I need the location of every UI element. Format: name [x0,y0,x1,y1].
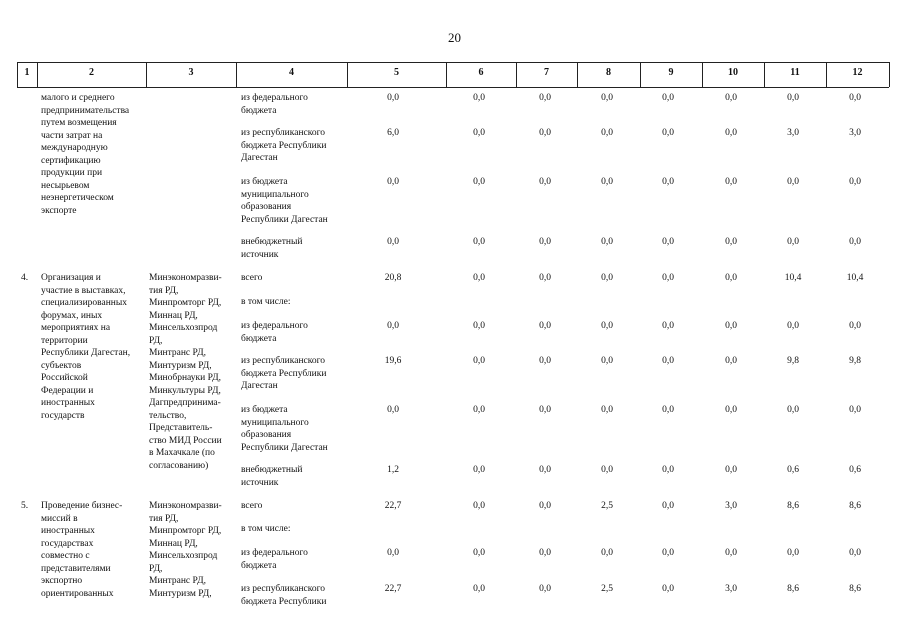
value-cell-col-6: 0,0 [473,356,485,366]
header-column-7: 7 [544,67,549,78]
value-cell-col-10: 0,0 [725,177,737,187]
value-cell-col-7: 0,0 [539,465,551,475]
funding-source-label: всего [241,273,263,283]
value-cell-col-5: 0,0 [387,405,399,415]
value-cell-col-5: 22,7 [384,501,402,511]
value-cell-col-6: 0,0 [473,237,485,247]
value-cell-col-9: 0,0 [662,501,674,511]
value-cell-col-10: 0,0 [725,465,737,475]
value-cell-col-7: 0,0 [539,273,551,283]
value-cell-col-10: 0,0 [725,405,737,415]
value-cell-col-9: 0,0 [662,356,674,366]
page-number: 20 [448,30,461,45]
header-column-11: 11 [790,67,800,78]
funding-source-label: внебюджетный источник [241,465,303,488]
value-cell-col-5: 22,7 [384,584,402,594]
funding-source-label: из республиканского бюджета Республики Дагестан [241,356,327,391]
measure-description: Организация и участие в выставках, специализированных форумах, иных мероприятиях на территории Республики Дагестан, субъектов Российской Федерации и иностранных государств [41,273,131,421]
funding-source-label: в том числе: [241,524,291,534]
value-cell-col-6: 0,0 [473,465,485,475]
value-cell-col-7: 0,0 [539,177,551,187]
funding-source-label: из федерального бюджета [241,93,308,116]
value-cell-col-8: 0,0 [601,273,613,283]
value-cell-col-12: 10,4 [846,273,864,283]
value-cell-col-9: 0,0 [662,548,674,558]
funding-source-label: в том числе: [241,297,291,307]
value-cell-col-6: 0,0 [473,177,485,187]
value-cell-col-8: 0,0 [601,356,613,366]
value-cell-col-6: 0,0 [473,273,485,283]
value-cell-col-12: 8,6 [849,501,861,511]
value-cell-col-11: 0,0 [787,321,799,331]
value-cell-col-11: 0,0 [787,177,799,187]
value-cell-col-8: 0,0 [601,405,613,415]
value-cell-col-10: 0,0 [725,128,737,138]
value-cell-col-11: 8,6 [787,584,799,594]
value-cell-col-9: 0,0 [662,128,674,138]
value-cell-col-12: 0,0 [849,405,861,415]
value-cell-col-5: 0,0 [387,177,399,187]
value-cell-col-9: 0,0 [662,321,674,331]
responsible-executors: Минэкономразви- тия РД, Минпромторг РД, Миннац РД, Минсельхозпрод РД, Минтранс РД, Минтуризм РД, [149,501,222,599]
item-number: 5. [21,501,29,511]
value-cell-col-11: 0,0 [787,405,799,415]
measure-description: Проведение бизнес- миссий в иностранных государствах совместно с представителями экспортно ориентированных [41,501,123,599]
value-cell-col-6: 0,0 [473,321,485,331]
value-cell-col-8: 2,5 [601,501,613,511]
funding-source-label: из бюджета муниципального образования Республики Дагестан [241,405,328,453]
value-cell-col-9: 0,0 [662,465,674,475]
value-cell-col-7: 0,0 [539,356,551,366]
value-cell-col-12: 3,0 [849,128,861,138]
value-cell-col-6: 0,0 [473,584,485,594]
funding-source-label: внебюджетный источник [241,237,303,260]
value-cell-col-7: 0,0 [539,548,551,558]
funding-source-label: из бюджета муниципального образования Республики Дагестан [241,177,328,225]
header-column-10: 10 [728,67,738,78]
value-cell-col-7: 0,0 [539,128,551,138]
header-column-3: 3 [188,67,194,78]
measure-description: малого и среднего предпринимательства путем возмещения части затрат на международную сертификацию продукции при несырьевом неэнергетическом экспорте [41,93,130,216]
value-cell-col-5: 19,6 [384,356,402,366]
value-cell-col-5: 0,0 [387,237,399,247]
value-cell-col-12: 0,0 [849,237,861,247]
funding-source-label: из республиканского бюджета Республики Дагестан [241,128,327,163]
value-cell-col-10: 0,0 [725,237,737,247]
value-cell-col-9: 0,0 [662,93,674,103]
responsible-executors: Минэкономразви- тия РД, Минпромторг РД, Миннац РД, Минсельхозпрод РД, Минтранс РД, Минтуризм РД, Минобрнауки РД, Минкультуры РД, Дагпредпринима- тельство, Представитель- ство МИД России в Махачкале (по согласованию) [149,273,222,471]
value-cell-col-12: 0,0 [849,177,861,187]
value-cell-col-10: 0,0 [725,273,737,283]
header-top-rule [17,62,889,63]
value-cell-col-8: 0,0 [601,93,613,103]
value-cell-col-5: 0,0 [387,93,399,103]
value-cell-col-8: 0,0 [601,237,613,247]
value-cell-col-7: 0,0 [539,321,551,331]
funding-source-label: из республиканского бюджета Республики [241,584,327,607]
value-cell-col-7: 0,0 [539,405,551,415]
value-cell-col-10: 0,0 [725,356,737,366]
value-cell-col-12: 0,6 [849,465,861,475]
funding-source-label: из федерального бюджета [241,548,308,571]
header-column-2: 2 [89,67,94,78]
value-cell-col-12: 0,0 [849,321,861,331]
header-column-5: 5 [394,67,399,78]
value-cell-col-11: 0,0 [787,93,799,103]
value-cell-col-5: 0,0 [387,321,399,331]
header-column-6: 6 [478,67,484,78]
value-cell-col-10: 0,0 [725,321,737,331]
value-cell-col-12: 0,0 [849,93,861,103]
value-cell-col-11: 9,8 [787,356,799,366]
value-cell-col-9: 0,0 [662,177,674,187]
value-cell-col-10: 3,0 [725,501,737,511]
value-cell-col-11: 3,0 [787,128,799,138]
funding-source-label: всего [241,501,263,511]
value-cell-col-6: 0,0 [473,128,485,138]
value-cell-col-7: 0,0 [539,237,551,247]
value-cell-col-9: 0,0 [662,405,674,415]
value-cell-col-8: 0,0 [601,321,613,331]
value-cell-col-8: 0,0 [601,177,613,187]
value-cell-col-11: 0,0 [787,237,799,247]
value-cell-col-10: 0,0 [725,93,737,103]
value-cell-col-12: 8,6 [849,584,861,594]
value-cell-col-8: 0,0 [601,465,613,475]
header-column-divider [889,62,890,87]
value-cell-col-7: 0,0 [539,501,551,511]
value-cell-col-10: 3,0 [725,584,737,594]
value-cell-col-9: 0,0 [662,584,674,594]
value-cell-col-9: 0,0 [662,273,674,283]
value-cell-col-8: 2,5 [601,584,613,594]
value-cell-col-6: 0,0 [473,405,485,415]
value-cell-col-6: 0,0 [473,501,485,511]
header-column-9: 9 [668,67,674,78]
value-cell-col-5: 20,8 [384,273,402,283]
value-cell-col-8: 0,0 [601,548,613,558]
value-cell-col-12: 9,8 [849,356,861,366]
funding-source-label: из федерального бюджета [241,321,308,344]
header-column-8: 8 [606,67,611,78]
header-column-1: 1 [24,67,30,78]
header-column-4: 4 [289,67,294,78]
value-cell-col-7: 0,0 [539,584,551,594]
value-cell-col-6: 0,0 [473,93,485,103]
value-cell-col-9: 0,0 [662,237,674,247]
value-cell-col-8: 0,0 [601,128,613,138]
value-cell-col-11: 8,6 [787,501,799,511]
value-cell-col-12: 0,0 [849,548,861,558]
value-cell-col-7: 0,0 [539,93,551,103]
value-cell-col-5: 6,0 [387,128,399,138]
value-cell-col-11: 0,0 [787,548,799,558]
value-cell-col-5: 0,0 [387,548,399,558]
value-cell-col-11: 10,4 [784,273,802,283]
value-cell-col-11: 0,6 [787,465,799,475]
value-cell-col-6: 0,0 [473,548,485,558]
value-cell-col-10: 0,0 [725,548,737,558]
item-number: 4. [21,273,29,283]
value-cell-col-5: 1,2 [387,465,399,475]
header-column-12: 12 [852,67,863,78]
header-bottom-rule [17,87,889,88]
